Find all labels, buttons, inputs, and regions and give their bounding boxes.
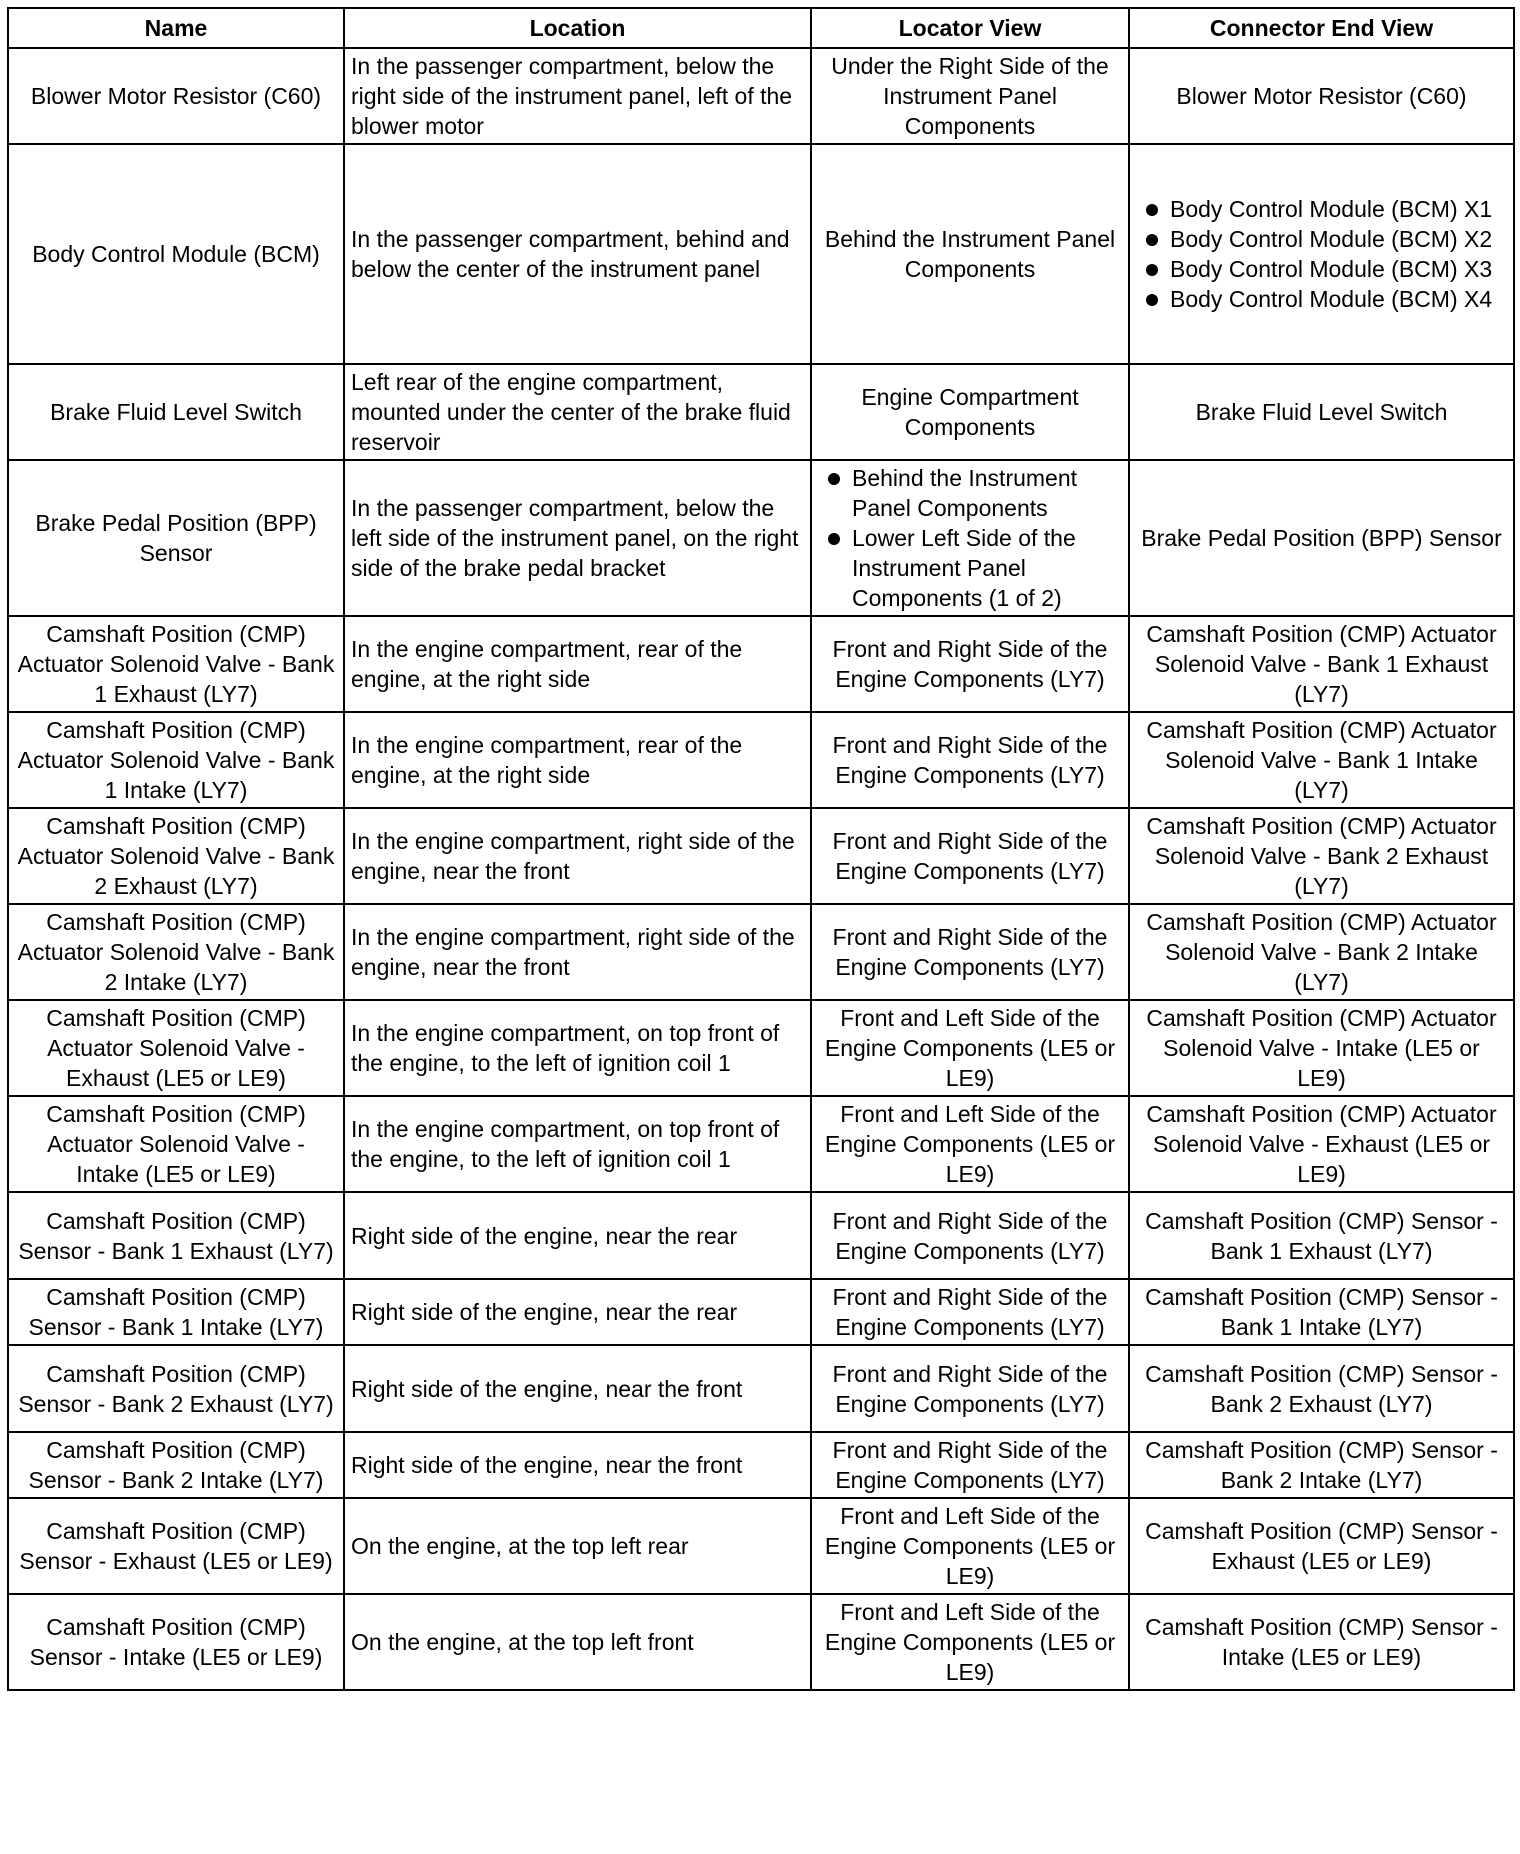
location-cell: On the engine, at the top left rear	[344, 1498, 811, 1594]
table-row	[8, 1432, 1514, 1498]
locator-view-link[interactable]: Lower Left Side of the Instrument Panel Components (1 of 2)	[818, 523, 1122, 613]
locator-view-cell	[811, 460, 1129, 616]
table-row	[8, 712, 1514, 808]
location-cell: In the passenger compartment, behind and below the center of the instrument panel	[344, 144, 811, 364]
location-cell: In the engine compartment, right side of the engine, near the front	[344, 808, 811, 904]
locator-view-link[interactable]: Front and Right Side of the Engine Components (LY7)	[811, 1279, 1129, 1345]
locator-view-link[interactable]: Front and Right Side of the Engine Components (LY7)	[811, 1192, 1129, 1279]
header-name: Name	[8, 8, 344, 48]
table-row	[8, 1279, 1514, 1345]
location-cell: In the engine compartment, on top front of the engine, to the left of ignition coil 1	[344, 1096, 811, 1192]
locator-view-link[interactable]: Behind the Instrument Panel Components	[811, 144, 1129, 364]
connector-end-view-link[interactable]: Body Control Module (BCM) X3	[1136, 254, 1507, 284]
connector-end-view-link[interactable]: Body Control Module (BCM) X4	[1136, 284, 1507, 314]
locator-view-link[interactable]: Front and Right Side of the Engine Components (LY7)	[811, 1432, 1129, 1498]
location-cell: Left rear of the engine compartment, mounted under the center of the brake fluid reservoir	[344, 364, 811, 460]
location-cell: In the engine compartment, right side of the engine, near the front	[344, 904, 811, 1000]
location-cell: Right side of the engine, near the front	[344, 1432, 811, 1498]
connector-end-view-link[interactable]: Camshaft Position (CMP) Actuator Solenoid Valve - Intake (LE5 or LE9)	[1129, 1000, 1514, 1096]
connector-end-view-link[interactable]: Camshaft Position (CMP) Sensor - Bank 2 Exhaust (LY7)	[1129, 1345, 1514, 1432]
name-cell: Camshaft Position (CMP) Sensor - Bank 2 Exhaust (LY7)	[8, 1345, 344, 1432]
table-row	[8, 1096, 1514, 1192]
connector-end-view-link[interactable]: Brake Pedal Position (BPP) Sensor	[1129, 460, 1514, 616]
table-row	[8, 904, 1514, 1000]
locator-list	[818, 463, 1122, 613]
connector-end-view-link[interactable]: Camshaft Position (CMP) Sensor - Intake (LE5 or LE9)	[1129, 1594, 1514, 1690]
table-row	[8, 808, 1514, 904]
table-row	[8, 144, 1514, 364]
name-cell: Camshaft Position (CMP) Sensor - Bank 2 Intake (LY7)	[8, 1432, 344, 1498]
name-cell: Camshaft Position (CMP) Sensor - Bank 1 Intake (LY7)	[8, 1279, 344, 1345]
table-row	[8, 364, 1514, 460]
table-row	[8, 616, 1514, 712]
locator-view-link[interactable]: Front and Right Side of the Engine Components (LY7)	[811, 616, 1129, 712]
table-row	[8, 1000, 1514, 1096]
locator-view-link[interactable]: Front and Right Side of the Engine Components (LY7)	[811, 1345, 1129, 1432]
table-row	[8, 1594, 1514, 1690]
locator-view-link[interactable]: Front and Left Side of the Engine Components (LE5 or LE9)	[811, 1000, 1129, 1096]
connector-end-view-link[interactable]: Camshaft Position (CMP) Sensor - Bank 1 Intake (LY7)	[1129, 1279, 1514, 1345]
connector-end-view-link[interactable]: Body Control Module (BCM) X1	[1136, 194, 1507, 224]
connector-end-view-link[interactable]: Camshaft Position (CMP) Actuator Solenoid Valve - Bank 2 Exhaust (LY7)	[1129, 808, 1514, 904]
table-row	[8, 460, 1514, 616]
name-cell: Body Control Module (BCM)	[8, 144, 344, 364]
locator-view-link[interactable]: Engine Compartment Components	[811, 364, 1129, 460]
connector-end-view-link[interactable]: Camshaft Position (CMP) Actuator Solenoid Valve - Bank 1 Intake (LY7)	[1129, 712, 1514, 808]
header-row	[8, 8, 1514, 48]
location-cell: On the engine, at the top left front	[344, 1594, 811, 1690]
connector-end-view-link[interactable]: Blower Motor Resistor (C60)	[1129, 48, 1514, 144]
name-cell: Camshaft Position (CMP) Actuator Solenoid Valve - Bank 1 Intake (LY7)	[8, 712, 344, 808]
location-cell: Right side of the engine, near the rear	[344, 1192, 811, 1279]
location-cell: In the engine compartment, rear of the engine, at the right side	[344, 712, 811, 808]
component-locator-table	[7, 7, 1515, 1691]
location-cell: Right side of the engine, near the front	[344, 1345, 811, 1432]
location-cell: In the passenger compartment, below the left side of the instrument panel, on the right side of the brake pedal bracket	[344, 460, 811, 616]
locator-view-link[interactable]: Front and Left Side of the Engine Components (LE5 or LE9)	[811, 1594, 1129, 1690]
locator-view-link[interactable]: Front and Right Side of the Engine Components (LY7)	[811, 904, 1129, 1000]
name-cell: Brake Pedal Position (BPP) Sensor	[8, 460, 344, 616]
location-cell: Right side of the engine, near the rear	[344, 1279, 811, 1345]
connector-end-view-link[interactable]: Camshaft Position (CMP) Sensor - Bank 2 Intake (LY7)	[1129, 1432, 1514, 1498]
table-header	[8, 8, 1514, 48]
name-cell: Camshaft Position (CMP) Sensor - Bank 1 Exhaust (LY7)	[8, 1192, 344, 1279]
connector-end-view-link[interactable]: Camshaft Position (CMP) Sensor - Exhaust (LE5 or LE9)	[1129, 1498, 1514, 1594]
name-cell: Blower Motor Resistor (C60)	[8, 48, 344, 144]
locator-view-link[interactable]: Front and Left Side of the Engine Components (LE5 or LE9)	[811, 1498, 1129, 1594]
locator-view-link[interactable]: Under the Right Side of the Instrument Panel Components	[811, 48, 1129, 144]
header-location: Location	[344, 8, 811, 48]
name-cell: Camshaft Position (CMP) Actuator Solenoid Valve - Bank 1 Exhaust (LY7)	[8, 616, 344, 712]
header-locator-view: Locator View	[811, 8, 1129, 48]
name-cell: Camshaft Position (CMP) Actuator Solenoid Valve - Exhaust (LE5 or LE9)	[8, 1000, 344, 1096]
connector-list	[1136, 194, 1507, 314]
locator-view-link[interactable]: Front and Right Side of the Engine Components (LY7)	[811, 712, 1129, 808]
name-cell: Brake Fluid Level Switch	[8, 364, 344, 460]
name-cell: Camshaft Position (CMP) Actuator Solenoid Valve - Bank 2 Intake (LY7)	[8, 904, 344, 1000]
connector-end-view-link[interactable]: Camshaft Position (CMP) Actuator Solenoid Valve - Exhaust (LE5 or LE9)	[1129, 1096, 1514, 1192]
locator-view-link[interactable]: Front and Right Side of the Engine Components (LY7)	[811, 808, 1129, 904]
table-row	[8, 48, 1514, 144]
name-cell: Camshaft Position (CMP) Sensor - Intake (LE5 or LE9)	[8, 1594, 344, 1690]
connector-end-view-link[interactable]: Body Control Module (BCM) X2	[1136, 224, 1507, 254]
location-cell: In the passenger compartment, below the right side of the instrument panel, left of the blower motor	[344, 48, 811, 144]
header-connector-end-view: Connector End View	[1129, 8, 1514, 48]
connector-end-view-link[interactable]: Camshaft Position (CMP) Sensor - Bank 1 Exhaust (LY7)	[1129, 1192, 1514, 1279]
connector-end-view-cell	[1129, 144, 1514, 364]
name-cell: Camshaft Position (CMP) Actuator Solenoid Valve - Bank 2 Exhaust (LY7)	[8, 808, 344, 904]
connector-end-view-link[interactable]: Brake Fluid Level Switch	[1129, 364, 1514, 460]
location-cell: In the engine compartment, on top front of the engine, to the left of ignition coil 1	[344, 1000, 811, 1096]
table-row	[8, 1498, 1514, 1594]
name-cell: Camshaft Position (CMP) Sensor - Exhaust (LE5 or LE9)	[8, 1498, 344, 1594]
name-cell: Camshaft Position (CMP) Actuator Solenoid Valve - Intake (LE5 or LE9)	[8, 1096, 344, 1192]
connector-end-view-link[interactable]: Camshaft Position (CMP) Actuator Solenoid Valve - Bank 2 Intake (LY7)	[1129, 904, 1514, 1000]
table-row	[8, 1345, 1514, 1432]
connector-end-view-link[interactable]: Camshaft Position (CMP) Actuator Solenoid Valve - Bank 1 Exhaust (LY7)	[1129, 616, 1514, 712]
table-body	[8, 48, 1514, 1690]
locator-view-link[interactable]: Behind the Instrument Panel Components	[818, 463, 1122, 523]
table-row	[8, 1192, 1514, 1279]
locator-view-link[interactable]: Front and Left Side of the Engine Components (LE5 or LE9)	[811, 1096, 1129, 1192]
location-cell: In the engine compartment, rear of the engine, at the right side	[344, 616, 811, 712]
